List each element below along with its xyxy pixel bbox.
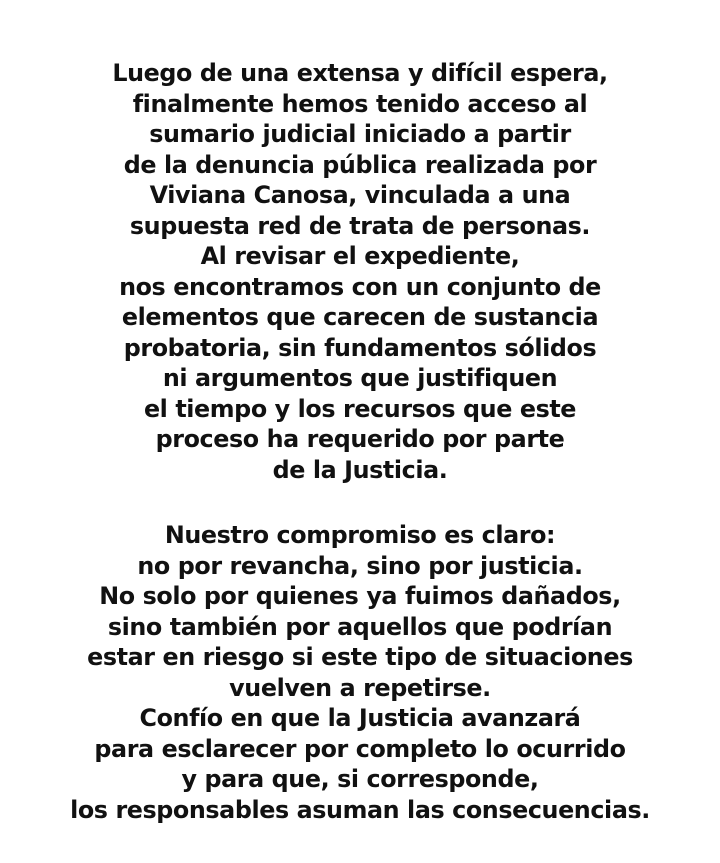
text-line: finalmente hemos tenido acceso al [132, 89, 588, 118]
text-line: supuesta red de trata de personas. [129, 211, 591, 240]
text-line: y para que, si corresponde, [181, 765, 539, 793]
text-line: proceso ha requerido por parte [155, 425, 565, 453]
text-line: Nuestro compromiso es claro: [164, 521, 556, 549]
text-line: Confío en que la Justicia avanzará [139, 704, 581, 732]
text-line: el tiempo y los recursos que este [143, 394, 577, 423]
text-line: nos encontramos con un conjunto de [119, 272, 601, 301]
text-line: vuelven a repetirse. [229, 673, 491, 702]
text-line: elementos que carecen de sustancia [121, 303, 599, 331]
text-line: de la denuncia pública realizada por [123, 150, 597, 179]
text-line: para esclarecer por completo lo ocurrido [94, 734, 626, 763]
text-line: de la Justicia. [272, 455, 448, 484]
text-line: Viviana Canosa, vinculada a una [149, 181, 571, 209]
text-line: los responsables asuman las consecuencias. [70, 795, 650, 824]
text-line: Al revisar el expediente, [200, 242, 520, 270]
paragraph-2 [0, 520, 720, 825]
text-line: sino también por aquellos que podrían [107, 612, 613, 641]
statement-text [0, 58, 720, 825]
text-line: no por revancha, sino por justicia. [137, 551, 583, 580]
text-line: ni argumentos que justifiquen [162, 364, 558, 392]
text-line: probatoria, sin fundamentos sólidos [123, 333, 597, 362]
text-line: No solo por quienes ya fuimos dañados, [99, 582, 621, 610]
text-line: Luego de una extensa y difícil espera, [112, 59, 608, 87]
text-line: sumario judicial iniciado a partir [149, 120, 571, 148]
paragraph-1 [0, 58, 720, 485]
text-line: estar en riesgo si este tipo de situaciones [87, 643, 633, 671]
